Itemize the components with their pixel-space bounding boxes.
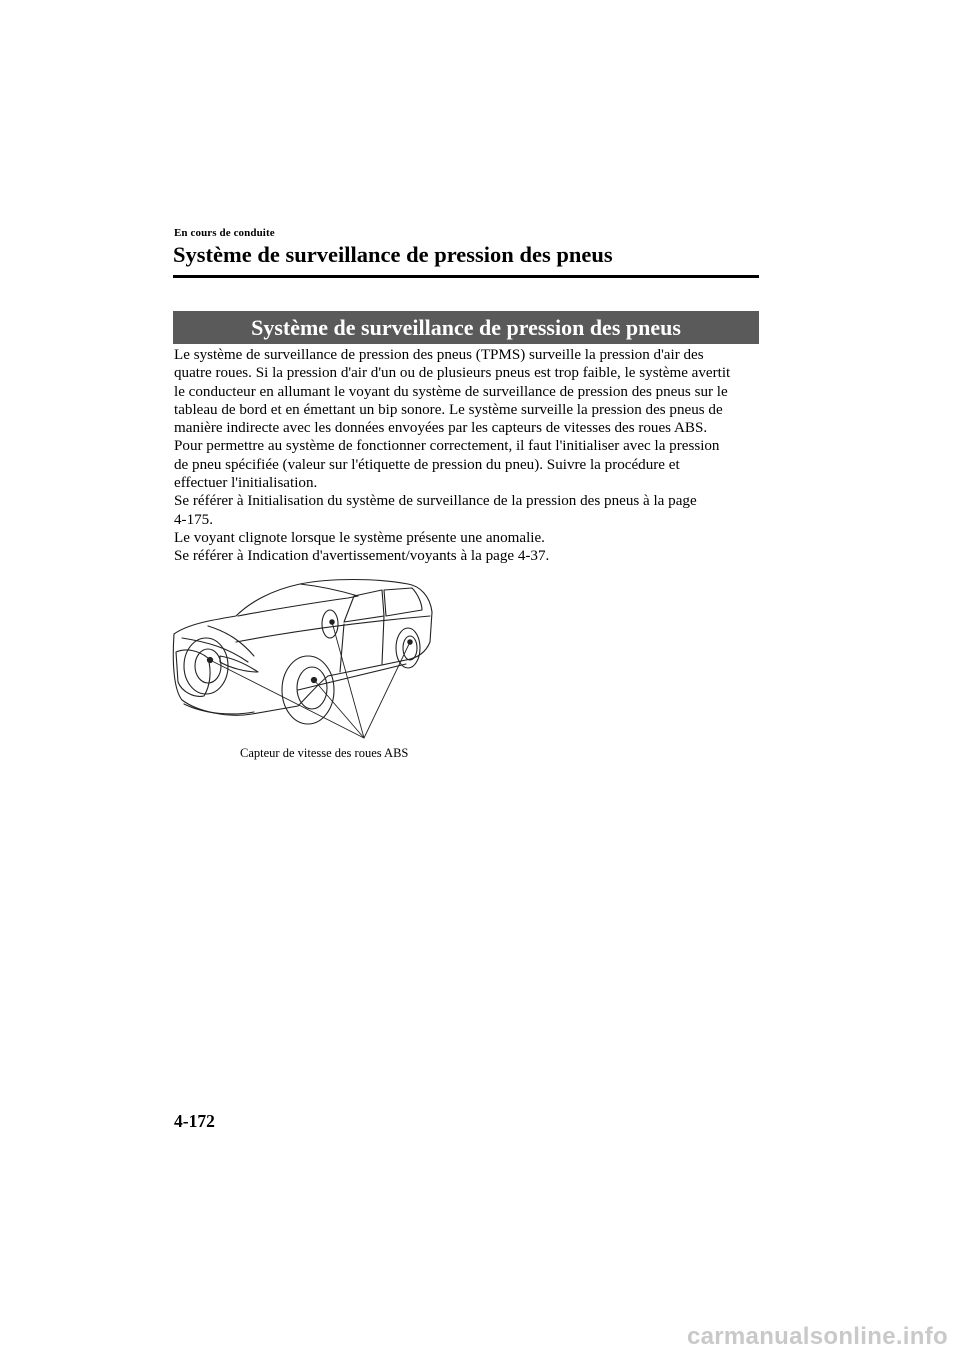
body-text (174, 346, 764, 566)
cross-reference-link[interactable]: Se référer à Indication d'avertissement/voyants à la page 4-37. (174, 548, 550, 565)
watermark: carmanualsonline.info (686, 1323, 948, 1350)
heading-divider (173, 275, 759, 278)
car-body-outline (173, 580, 432, 716)
caption-leader-lines (210, 622, 410, 738)
paragraph-line: quatre roues. Si la pression d'air d'un ou de plusieurs pneus est trop faible, le système avertit (174, 365, 731, 382)
car-windshield (238, 596, 358, 616)
paragraph-line: Pour permettre au système de fonctionner correctement, il faut l'initialiser avec la pression (174, 438, 720, 455)
paragraph-line: manière indirecte avec les données envoyées par les capteurs de vitesses des roues ABS. (174, 420, 708, 437)
car-grille (176, 650, 210, 696)
car-illustration (168, 572, 444, 744)
paragraph-line: Le voyant clignote lorsque le système présente une anomalie. (174, 529, 545, 546)
page-title: Système de surveillance de pression des pneus (173, 242, 613, 267)
paragraph-line: tableau de bord et en émettant un bip sonore. Le système surveille la pression des pneus de (174, 401, 723, 418)
paragraph-line: de pneu spécifiée (valeur sur l'étiquette de pression du pneu). Suivre la procédure et (174, 456, 680, 473)
front-left-hub (195, 649, 221, 683)
car-illustration-figure (168, 572, 444, 764)
car-side-windows (344, 590, 384, 622)
paragraph-line: effectuer l'initialisation. (174, 475, 318, 492)
front-right-hub (297, 667, 327, 709)
figure-caption: Capteur de vitesse des roues ABS (240, 746, 409, 760)
front-right-wheel (282, 656, 334, 724)
paragraph-line: Le système de surveillance de pression des pneus (TPMS) surveille la pression d'air des (174, 347, 704, 363)
car-roofline (300, 584, 358, 596)
rear-right-wheel (396, 628, 420, 668)
car-rear-window (384, 588, 422, 616)
section-label: En cours de conduite (174, 227, 275, 239)
cross-reference-link[interactable]: Se référer à Initialisation du système de surveillance de la pression des pneus à la page (174, 493, 697, 510)
section-banner: Système de surveillance de pression des pneus (173, 311, 759, 344)
paragraph-line: le conducteur en allumant le voyant du système de surveillance de pression des pneus sur le (174, 383, 728, 400)
car-bumper (184, 704, 254, 714)
car-door-line (382, 616, 384, 664)
car-headlight (220, 656, 258, 672)
cross-reference-page[interactable]: 4-175. (174, 511, 213, 528)
page-number: 4-172 (174, 1111, 215, 1131)
